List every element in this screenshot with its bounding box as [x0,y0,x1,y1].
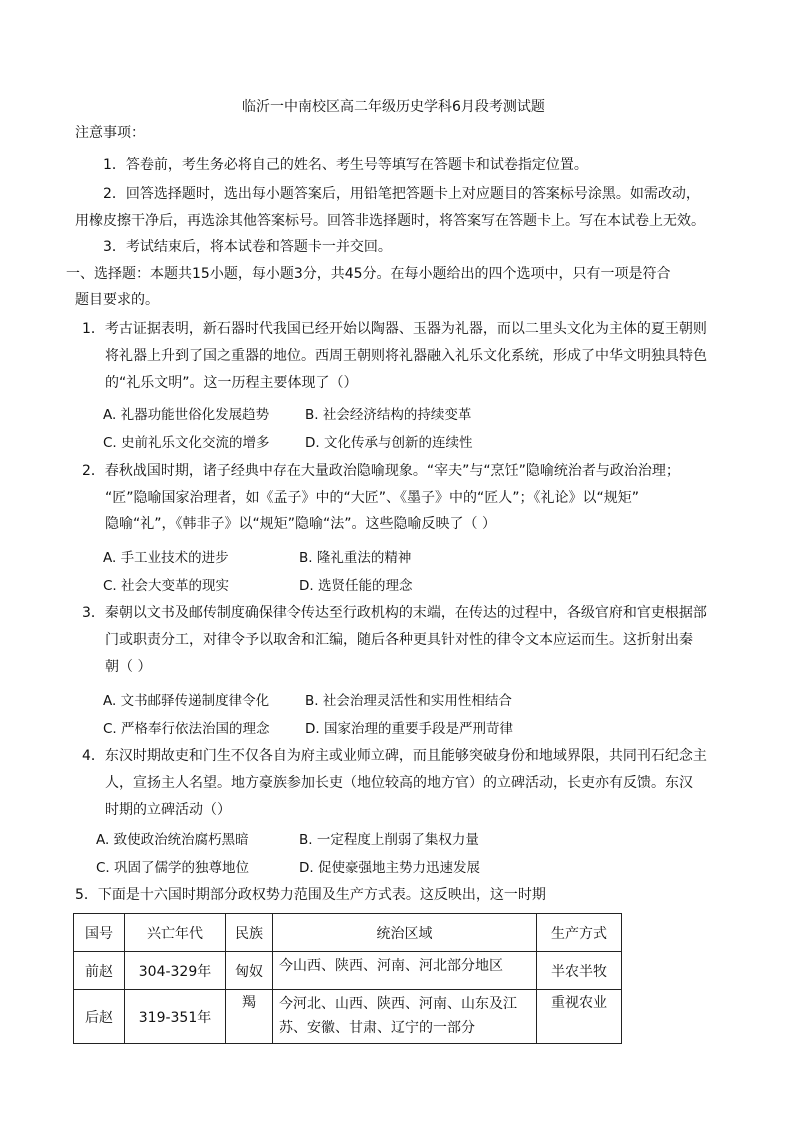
option-b[interactable]: B. 社会治理灵活性和实用性相结合 [305,693,512,709]
regimes-table [73,913,622,1044]
option-a[interactable]: A. 礼器功能世俗化发展趋势 [103,407,270,423]
table-row [74,952,622,990]
notice-heading: 注意事项： [75,125,145,141]
table-header-cell: 生产方式 [537,914,622,952]
question-text: 5．下面是十六国时期部分政权势力范围及生产方式表。这反映出，这一时期 [75,887,546,903]
exam-title: 临沂一中南校区高二年级历史学科6月段考测试题 [242,99,545,115]
option-d[interactable]: D. 文化传承与创新的连续性 [305,435,473,451]
option-d[interactable]: D. 选贤任能的理念 [299,578,413,594]
table-cell: 今河北、山西、陕西、河南、山东及江苏、安徽、甘肃、辽宁的一部分 [273,990,537,1044]
table-cell: 后赵 [74,990,125,1044]
option-c[interactable]: C. 严格奉行依法治国的理念 [103,721,270,737]
table-row [74,990,622,1044]
question-text: 人，宣扬主人名望。地方豪族参加长吏（地位较高的地方官）的立碑活动，长吏亦有反馈。东汉 [105,775,693,791]
question-text: 将礼器上升到了国之重器的地位。西周王朝则将礼器融入礼乐文化系统，形成了中华文明独具特色 [105,348,707,364]
question-text: 3．秦朝以文书及邮传制度确保律令传达至行政机构的末端，在传达的过程中，各级官府和官吏根据部 [82,605,707,621]
option-c[interactable]: C. 社会大变革的现实 [103,578,230,594]
section-heading: 一、选择题：本题共15小题，每小题3分，共45分。在每小题给出的四个选项中，只有一项是符合 [66,266,671,282]
option-a[interactable]: A. 手工业技术的进步 [103,550,229,566]
option-b[interactable]: B. 社会经济结构的持续变革 [305,407,472,423]
table-cell: 匈奴 [226,952,273,990]
table-cell: 前赵 [74,952,125,990]
table-cell: 304-329年 [125,952,226,990]
table-header-row [74,914,622,952]
table-cell: 重视农业 [537,990,622,1044]
table-header-cell: 国号 [74,914,125,952]
question-text: 2．春秋战国时期，诸子经典中存在大量政治隐喻现象。“宰夫”与“烹饪”隐喻统治者与政治治理； [82,463,680,479]
question-text: “匠”隐喻国家治理者，如《孟子》中的“大匠”、《墨子》中的“匠人”；《礼论》以“规矩” [105,490,640,506]
notice-item: 2．回答选择题时，选出每小题答案后，用铅笔把答题卡上对应题目的答案标号涂黑。如需改动， [103,186,700,202]
question-text: 门或职责分工，对律令予以取舍和汇编，随后各种更具针对性的律令文本应运而生。这折射出秦 [105,632,693,648]
table-header-cell: 兴亡年代 [125,914,226,952]
notice-item: 用橡皮擦干净后，再选涂其他答案标号。回答非选择题时，将答案写在答题卡上。写在本试卷上无效。 [75,213,705,229]
option-b[interactable]: B. 一定程度上削弱了集权力量 [299,832,479,848]
option-d[interactable]: D. 促使豪强地主势力迅速发展 [299,860,480,876]
question-text: 1．考古证据表明，新石器时代我国已经开始以陶器、玉器为礼器，而以二里头文化为主体的夏王朝则 [82,321,707,337]
option-d[interactable]: D. 国家治理的重要手段是严刑苛律 [305,721,513,737]
table-header-cell: 统治区域 [273,914,537,952]
question-text: 时期的立碑活动（） [105,802,231,818]
table-header-cell: 民族 [226,914,273,952]
option-a[interactable]: A. 致使政治统治腐朽黑暗 [96,832,249,848]
question-text: 朝（ ） [105,659,152,675]
question-text: 隐喻“礼”，《韩非子》以“规矩”隐喻“法”。这些隐喻反映了（ ） [105,516,496,532]
option-c[interactable]: C. 史前礼乐文化交流的增多 [103,435,270,451]
table-cell: 今山西、陕西、河南、河北部分地区 [273,952,537,990]
table-cell: 半农半牧 [537,952,622,990]
question-text: 的“礼乐文明”。这一历程主要体现了（） [105,375,358,391]
option-a[interactable]: A. 文书邮驿传递制度律令化 [103,693,270,709]
notice-item: 3．考试结束后，将本试卷和答题卡一并交回。 [103,239,392,255]
section-heading-cont: 题目要求的。 [75,292,159,308]
question-text: 4．东汉时期故吏和门生不仅各自为府主或业师立碑，而且能够突破身份和地域界限，共同刊石纪念主 [82,748,707,764]
option-b[interactable]: B. 隆礼重法的精神 [299,550,412,566]
option-c[interactable]: C. 巩固了儒学的独尊地位 [96,860,250,876]
table-cell: 羯 [226,990,273,1044]
table-cell: 319-351年 [125,990,226,1044]
notice-item: 1．答卷前，考生务必将自己的姓名、考生号等填写在答题卡和试卷指定位置。 [103,157,588,173]
